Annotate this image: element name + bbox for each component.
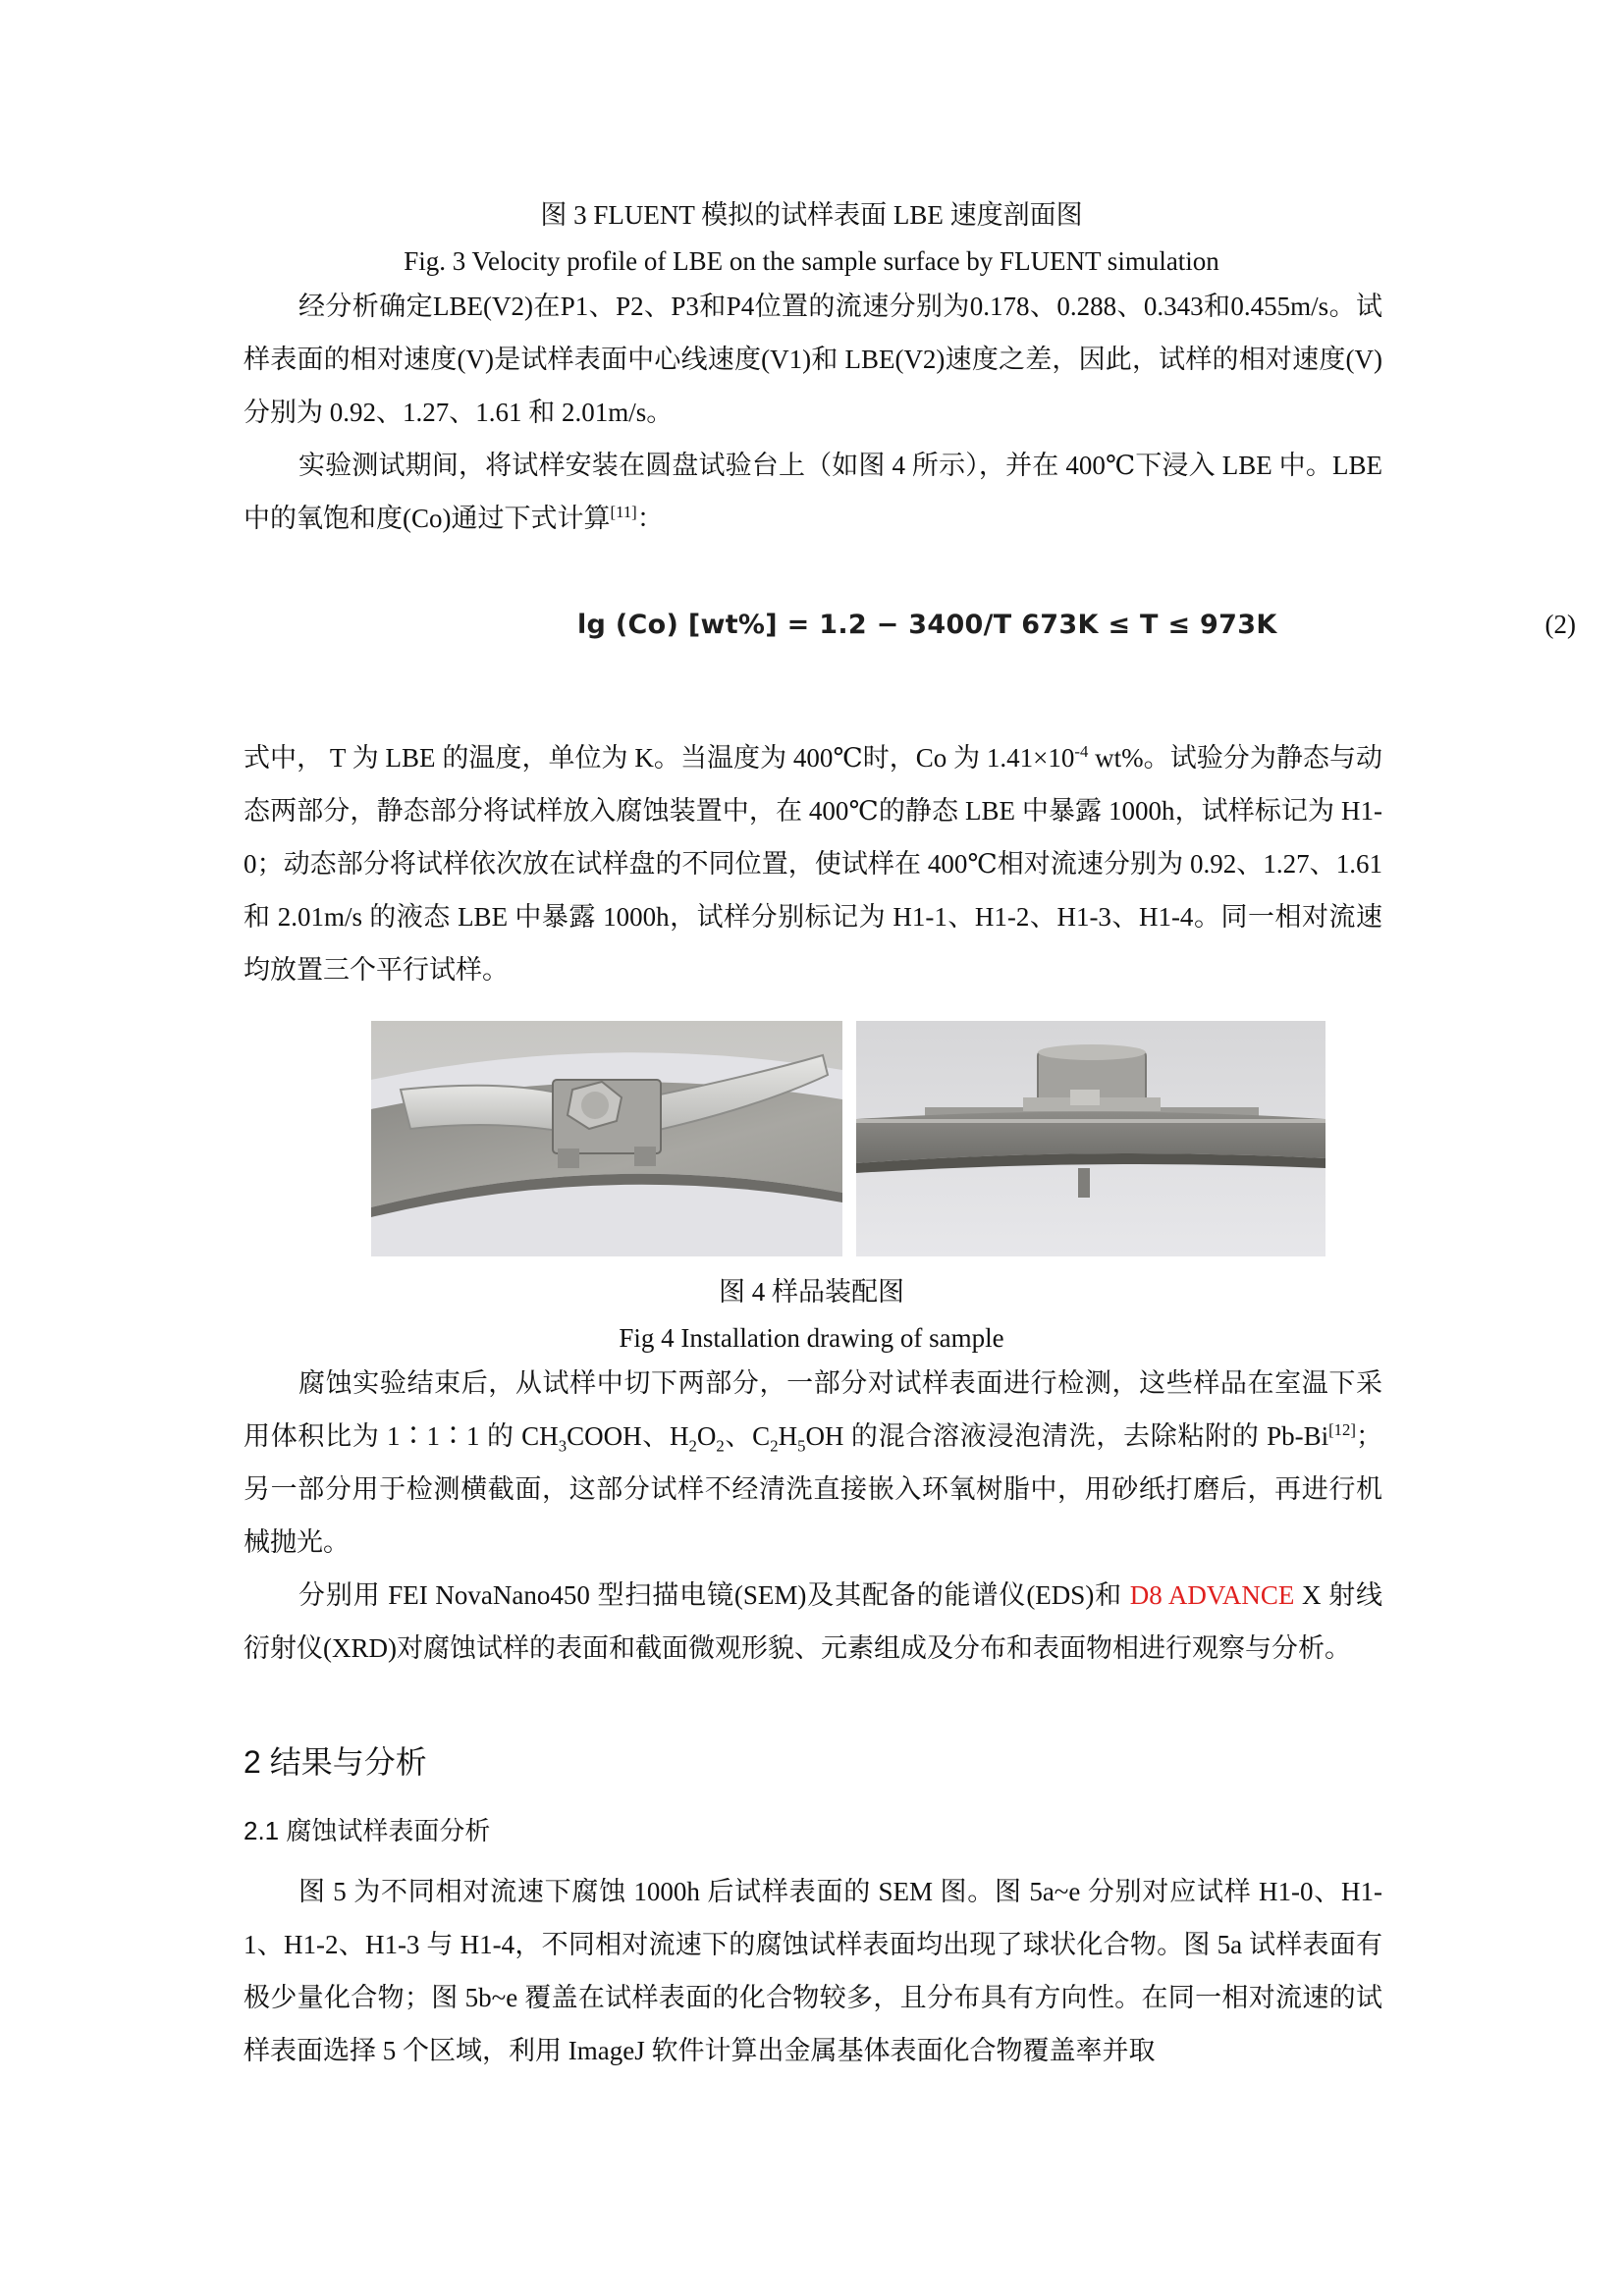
- text-run: 实验测试期间，将试样安装在圆盘试验台上（如图 4 所示），并在 400℃下浸入 LBE 中。LBE 中的氧饱和度(Co)通过下式计算: [243, 451, 1382, 533]
- subscript: 2: [770, 1436, 779, 1456]
- text-run: 分别用 FEI NovaNano450 型扫描电镜(SEM)及其配备的能谱仪(EDS)和: [298, 1580, 1130, 1610]
- text-run: 、C: [724, 1421, 771, 1451]
- equation-2: [0, 604, 1623, 653]
- photo-graphic: [371, 1021, 842, 1256]
- subscript: 2: [716, 1436, 725, 1456]
- paragraph-sem-results: [243, 1865, 1382, 2077]
- superscript: -4: [1074, 742, 1089, 761]
- citation-12: [12]: [1328, 1420, 1356, 1439]
- paragraph-text: [243, 1569, 1382, 1675]
- subscript: 3: [558, 1436, 568, 1456]
- photo-graphic: [856, 1021, 1325, 1256]
- section-heading-2-1: 2.1 腐蚀试样表面分析: [243, 1816, 491, 1845]
- text-run: ：: [636, 504, 664, 533]
- text-run: H: [778, 1421, 798, 1451]
- text-run: X 射线衍射仪(XRD)对腐蚀试样的表面和截面微观形貌、元素组成及分布和表面物相进行观察与分析。: [243, 1580, 1382, 1663]
- text-run: wt%。试验分为静态与动态两部分，静态部分将试样放入腐蚀装置中，在 400℃的静态 LBE 中暴露 1000h，试样标记为 H1-0；动态部分将试样依次放在试样盘的不同位置，使试样在 400℃相对流速分别为 0.92、1.27、1.61 和 2.01m/s 的液态 LBE 中暴露 1000h，试样分别标记为 H1-1、H1-2、H1-3、H1-4。同一相对流速均放置三个平行试样。: [243, 743, 1383, 985]
- paragraph-experiment-setup: [243, 439, 1382, 545]
- text-run: O: [696, 1421, 717, 1451]
- fig3-caption-en: Fig. 3 Velocity profile of LBE on the sample surface by FLUENT simulation: [404, 246, 1219, 276]
- subscript: 5: [797, 1436, 806, 1456]
- paragraph-characterization: [243, 1569, 1382, 1675]
- text-run: 腐蚀实验结束后，从试样中切下两部分，一部分对试样表面进行检测，这些样品在室温下采用体积比为 1∶1∶1 的 CH: [243, 1368, 1382, 1451]
- sample-assembly-photo-left: [371, 1021, 842, 1256]
- paragraph-text: [243, 439, 1382, 545]
- text-run: ；另一部分用于检测横截面，这部分试样不经清洗直接嵌入环氧树脂中，用砂纸打磨后，再进行机械抛光。: [243, 1421, 1382, 1557]
- fig4-caption-en: Fig 4 Installation drawing of sample: [619, 1323, 1004, 1353]
- paragraph-text: [243, 731, 1382, 996]
- paragraph-test-groups: [243, 731, 1382, 996]
- highlighted-instrument-name: D8 ADVANCE: [1129, 1580, 1295, 1610]
- subscript: 2: [688, 1436, 697, 1456]
- text-run: COOH、H: [567, 1421, 689, 1451]
- fig3-caption-cn: 图 3 FLUENT 模拟的试样表面 LBE 速度剖面图: [540, 200, 1083, 230]
- paragraph-sample-preparation: [243, 1357, 1382, 1569]
- paragraph-velocity-analysis: [243, 280, 1382, 439]
- sample-assembly-photo-right: [856, 1021, 1325, 1256]
- equation-text: lg (Co) [wt%] = 1.2 − 3400/T 673K ≤ T ≤ 973K: [577, 610, 1277, 640]
- text-run: OH 的混合溶液浸泡清洗，去除粘附的 Pb-Bi: [805, 1421, 1329, 1451]
- equation-number: (2): [1544, 610, 1576, 639]
- paragraph-text: 经分析确定LBE(V2)在P1、P2、P3和P4位置的流速分别为0.178、0.288、0.343和0.455m/s。试样表面的相对速度(V)是试样表面中心线速度(V1)和 LBE(V2)速度之差，因此，试样的相对速度(V)分别为 0.92、1.27、1.61 和 2.01m/s。: [243, 292, 1382, 427]
- section-heading-2: 2 结果与分析: [243, 1744, 427, 1780]
- citation-11: [11]: [610, 503, 637, 521]
- fig4-caption-cn: 图 4 样品装配图: [719, 1277, 904, 1307]
- paragraph-text: 图 5 为不同相对流速下腐蚀 1000h 后试样表面的 SEM 图。图 5a~e 分别对应试样 H1-0、H1-1、H1-2、H1-3 与 H1-4，不同相对流速下的腐蚀试样表面均出现了球状化合物。图 5a 试样表面有极少量化合物；图 5b~e 覆盖在试样表面的化合物较多，且分布具有方向性。在同一相对流速的试样表面选择 5 个区域，利用 ImageJ 软件计算出金属基体表面化合物覆盖率并取: [243, 1877, 1382, 2065]
- paragraph-text: [243, 1357, 1382, 1569]
- text-run: 式中， T 为 LBE 的温度，单位为 K。当温度为 400℃时，Co 为 1.41×10: [243, 743, 1075, 773]
